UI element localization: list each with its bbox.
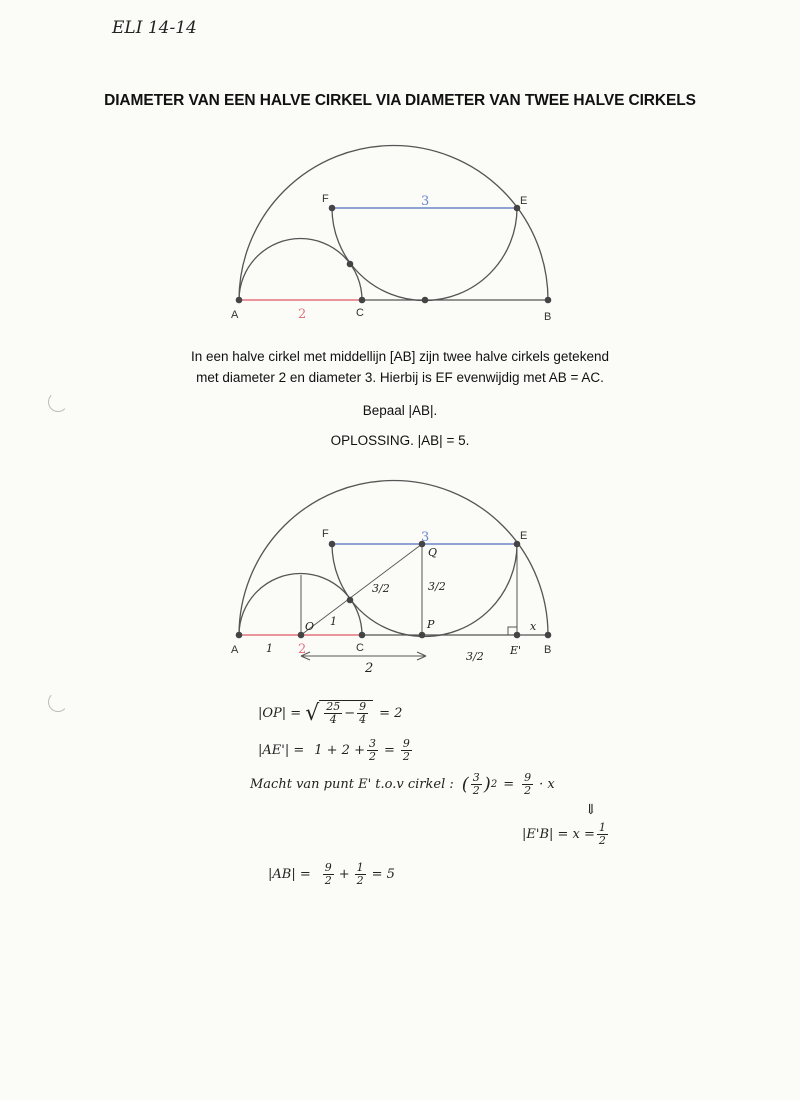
equals-sign: = [383,743,395,758]
work-power-text: Macht van punt E' t.o.v cirkel : [250,777,454,792]
label-e-2: E [520,530,528,542]
label-x: x [530,620,537,633]
punch-hole-mark-bottom [48,692,68,712]
work-op [258,700,402,726]
label-a-2: A [231,644,239,656]
label-f-2: F [322,528,329,540]
label-q: Q [428,546,438,559]
point-p [419,632,426,639]
page-id-handwritten: ELI 14-14 [112,18,197,38]
work-ae-sum: 1 + 2 + [314,743,365,758]
label-fe-length-2: 3 [421,530,430,545]
frac-3-2-base: $\frac{3}{2}$ [472,771,480,797]
problem-line-1: In een halve cirkel met middellijn [AB] zijn twee halve cirkels getekend [191,349,609,364]
point-c-2 [359,632,366,639]
label-p-eprime-length: 3/2 [466,650,484,663]
frac-9-2: $\frac{9}{2}$ [402,737,410,763]
label-ac-length: 2 [298,307,307,322]
power-exponent: 2 [490,779,498,790]
label-b: B [544,311,552,323]
label-fe-length: 3 [421,194,430,209]
sqrt-radicand [319,700,373,726]
minus-sign: − [344,706,356,721]
label-oq-length: 3/2 [372,582,390,595]
label-c-2: C [356,642,364,654]
work-ab-lhs: |AB| = [268,867,311,882]
frac-25-4: $\frac{25}{4}$ [326,700,341,726]
problem-line-2: met diameter 2 en diameter 3. Hierbij is EF evenwijdig met AB = AC. [196,370,604,385]
frac-9-2-ab: $\frac{9}{2}$ [324,861,332,887]
big-semicircle-2 [239,481,548,635]
frac-1-2: $\frac{1}{2}$ [598,821,606,847]
sqrt-sign: √ [305,700,320,726]
label-ac-length-2: 2 [298,642,307,657]
page-title: DIAMETER VAN EEN HALVE CIRKEL VIA DIAMETER VAN TWEE HALVE CIRKELS [104,92,696,109]
label-e: E [520,195,528,207]
punch-hole-mark-top [48,392,68,412]
work-ab [268,862,395,887]
power-rhs-tail: · x [539,777,555,792]
point-tangency-2 [347,597,354,604]
point-o [298,632,305,639]
work-op-rhs: = 2 [379,705,403,721]
label-arrow-length: 2 [365,661,374,676]
power-base: ( [461,774,469,795]
work-op-lhs: |OP| = [258,705,302,721]
frac-9-2-rhs: $\frac{9}{2}$ [524,771,532,797]
work-ab-rhs: = 5 [371,867,395,882]
line-o-q [301,544,422,635]
plus-sign: + [338,867,350,882]
work-ae [258,738,414,763]
power-equals: = [503,777,515,792]
medium-semicircle-2 [332,544,517,637]
question: Bepaal |AB|. [362,403,438,418]
point-b-2 [545,632,552,639]
frac-9-4: $\frac{9}{4}$ [359,700,367,726]
label-b-2: B [544,644,552,656]
down-arrow: ⇓ [585,802,597,818]
label-c: C [356,307,364,319]
frac-3-2: $\frac{3}{2}$ [368,737,376,763]
label-o: O [305,620,315,633]
label-o-mid-length: 1 [330,615,337,628]
point-f-2 [329,541,336,548]
work-power [250,772,555,797]
label-a: A [231,309,239,321]
frac-1-2-ab: $\frac{1}{2}$ [356,861,364,887]
point-a-2 [236,632,243,639]
label-eprime: E' [510,644,522,657]
label-pq-length: 3/2 [428,580,446,593]
work-eb-lhs: |E'B| = x = [522,827,595,842]
power-base-close: ) [483,774,491,795]
work-eb [522,822,610,847]
point-eprime [514,632,521,639]
solution: OPLOSSING. |AB| = 5. [330,433,470,448]
work-ae-lhs: |AE'| = [258,743,305,758]
label-a-o-length: 1 [266,642,273,655]
label-p: P [427,618,435,631]
label-f: F [322,193,329,205]
